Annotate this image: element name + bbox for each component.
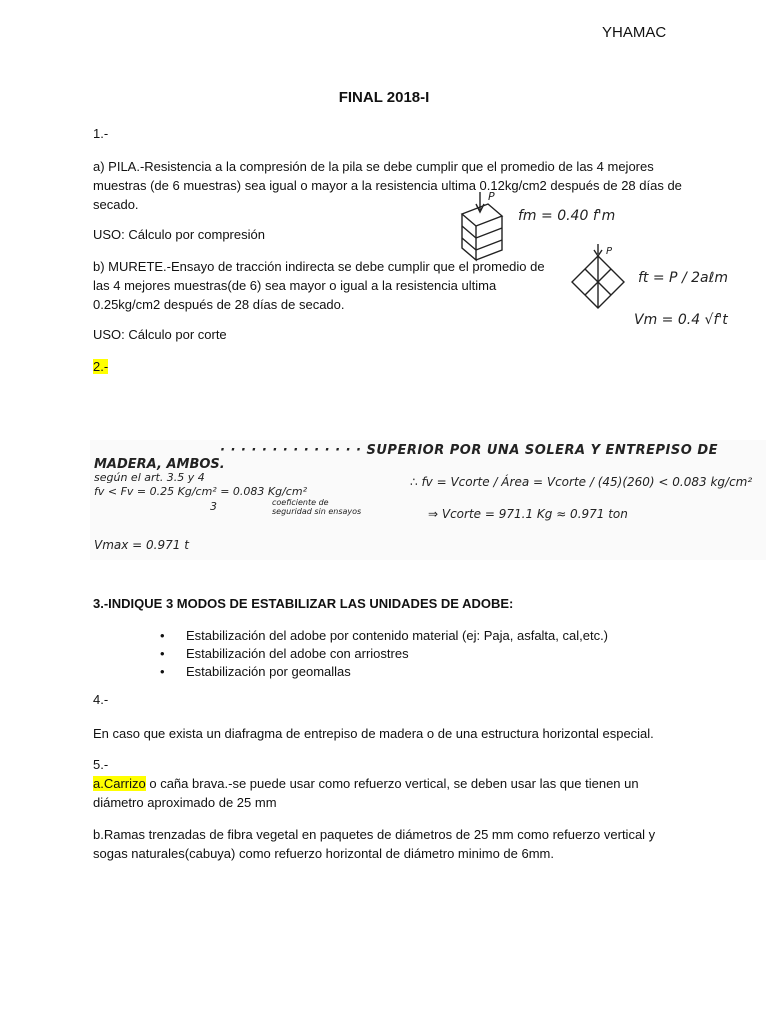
murete-shear-sketch [568,244,748,334]
sketch-a-load-label: P [488,190,495,203]
q1-b-line-3: 0.25kg/cm2 después de 28 días de secado. [93,297,345,312]
q5-a-line-1-rest: o caña brava.-se puede usar como refuerzo vertical, se deben usar las que tienen un [145,776,639,791]
document-author: YHAMAC [602,24,667,41]
q2-handwritten-solution [90,440,766,560]
sketch-b-formula-vm: Vm = 0.4 √f't [634,312,728,328]
q5-a-paragraph [93,774,713,812]
q2-hw-coeficiente: coeficiente de seguridad sin ensayos [272,498,362,516]
q1-number: 1.- [93,126,109,141]
q2-number [93,357,108,376]
q5-b-paragraph [93,825,733,863]
q2-hw-top-line: · · · · · · · · · · · · · · SUPERIOR POR UNA SOLERA Y ENTREPISO DE [220,443,719,458]
q4-text: En caso que exista un diafragma de entrepiso de madera o de una estructura horizontal especial. [93,726,654,741]
q2-number-highlight: 2.- [93,359,109,374]
q1-b-line-1: b) MURETE.-Ensayo de tracción indirecta se debe cumplir que el promedio de [93,259,545,274]
q2-hw-vmax: Vmax = 0.971 t [94,538,189,552]
q1-uso-a: USO: Cálculo por compresión [93,227,265,242]
page-title: FINAL 2018-I [338,89,430,106]
q2-hw-fv-inequality: fv < Fv = 0.25 Kg/cm² = 0.083 Kg/cm² [94,485,307,498]
q3-list-item: • Estabilización del adobe por contenido material (ej: Paja, asfalta, cal,etc.) [160,626,608,644]
q2-hw-madera: MADERA, AMBOS. [94,457,225,472]
q1-b-line-2: las 4 mejores muestras(de 6) sea mayor o igual a la resistencia ultima [93,278,497,293]
q5-b-line-2: sogas naturales(cabuya) como refuerzo horizontal de diámetro minimo de 6mm. [93,846,554,861]
q1-a-line-2: muestras (de 6 muestras) sea igual o mayor a la resistencia ultima 0.12kg/cm2 después de 28 días de [93,178,682,193]
sketch-b-formula-ft: ft = P / 2aℓm [638,270,729,286]
q3-title: 3.-INDIQUE 3 MODOS DE ESTABILIZAR LAS UNIDADES DE ADOBE: [93,596,514,611]
sketch-b-load-label: P [606,246,613,257]
q3-list-item: • Estabilización del adobe con arriostres [160,644,608,662]
q2-hw-three: 3 [210,500,217,513]
q2-hw-formula: ∴ fv = Vcorte / Área = Vcorte / (45)(260) < 0.083 kg/cm² [410,475,753,489]
q1-uso-b: USO: Cálculo por corte [93,327,227,342]
sketch-a-formula: fm = 0.40 f'm [518,208,616,224]
q5-a-carrizo-highlight: a.Carrizo [93,776,146,791]
q5-number: 5.- [93,757,109,772]
q2-hw-segun: según el art. 3.5 y 4 [94,471,205,484]
q3-list [160,626,608,680]
q5-a-line-2: diámetro aproximado de 25 mm [93,795,277,810]
q5-a-line-1 [93,774,713,793]
q1-a-line-1: a) PILA.-Resistencia a la compresión de la pila se debe cumplir que el promedio de las 4 mejores [93,159,654,174]
q5-b-line-1: b.Ramas trenzadas de fibra vegetal en paquetes de diámetros de 25 mm como refuerzo vertical y [93,827,656,842]
q4-number: 4.- [93,692,109,707]
q2-hw-vcorte: ⇒ Vcorte = 971.1 Kg ≈ 0.971 ton [428,507,628,521]
q1-a-line-3: secado. [93,197,139,212]
q3-list-item: • Estabilización por geomallas [160,662,608,680]
